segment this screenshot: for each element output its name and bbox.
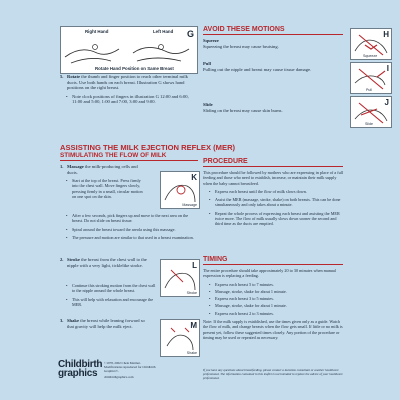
mer-step-2-bullet-1: • Continue this stroking motion from the chest wall to the nipple around the whole breast. xyxy=(66,283,156,294)
avoid-pull-text: Pulling out the nipple and breast may cause tissue damage. xyxy=(203,66,312,72)
mer-step-2-bullet-2: • This will help with relaxation and encourage the MER. xyxy=(66,297,156,308)
illustration-g-caption: Rotate Hand Position on Same Breast xyxy=(95,66,174,71)
timing-note: Note: If the milk supply is established, use the times given only as a guide. Watch the flow of milk, and change breasts when the flow gets small. If little or no milk is present yet, follow these suggested times closely. Any portion of the procedure or timing may be used or repeated as necessary. xyxy=(203,319,343,340)
avoid-slide-title: Slide xyxy=(203,102,213,107)
mer-step-1-bullet-3: • Spiral around the breast toward the areola using this massage. xyxy=(66,227,198,232)
timing-bullet-1: • Express each breast 5 to 7 minutes. xyxy=(209,282,343,287)
logo-line-1: Childbirth xyxy=(58,359,103,370)
illustration-j-letter: J xyxy=(384,98,389,107)
avoid-heading: AVOID THESE MOTIONS xyxy=(203,26,285,33)
mer-step-2-body: the breast from the chest wall to the nipple with a very light, ticklelike stroke. xyxy=(67,257,147,268)
procedure-intro: This procedure should be followed by mothers who are expressing in place of a full feeding and those who need to establish, increase, or maintain their milk supply when the baby cannot breastfeed. xyxy=(203,170,344,186)
step-5 xyxy=(60,74,198,105)
logo-line-2: graphics xyxy=(58,368,98,379)
mer-step-2-text xyxy=(60,257,150,268)
mer-step-1-number: 1. xyxy=(60,164,64,169)
avoid-slide-text: Sliding on the breast may cause skin burns. xyxy=(203,107,283,113)
avoid-squeeze-text: Squeezing the breast may cause bruising. xyxy=(203,43,279,49)
timing-body xyxy=(203,268,343,340)
timing-bullet-5: • Express each breast 2 to 3 minutes. xyxy=(209,311,343,316)
illustration-k-tag: Massage xyxy=(182,203,197,207)
mer-step-2-number: 2. xyxy=(60,257,64,262)
mer-heading: ASSISTING THE MILK EJECTION REFLEX (MER) xyxy=(60,143,236,152)
avoid-pull-title: Pull xyxy=(203,61,211,66)
timing-bullet-3: • Express each breast 3 to 5 minutes. xyxy=(209,296,343,301)
mer-step-3-number: 3. xyxy=(60,318,64,323)
procedure-bullet-1: • Express each breast until the flow of milk slows down. xyxy=(209,189,343,194)
right-hand-label: Right Hand xyxy=(85,29,109,34)
avoid-slide xyxy=(203,102,338,113)
timing-bullet-4: • Massage, stroke, shake for about 1 minute. xyxy=(209,303,343,308)
illustration-h xyxy=(350,28,392,60)
website-text: childbirthgraphics.com xyxy=(104,375,134,379)
step-5-bullet: • Note clock positions of fingers in illustration G 12:00 and 6:00, 11:00 and 5:00, 1:00 and 7:00, 3:00 and 9:00. xyxy=(66,94,198,105)
illustration-k-letter: K xyxy=(191,173,197,182)
mer-rule xyxy=(60,160,198,161)
mer-step-1-text xyxy=(60,164,142,175)
procedure-bullet-3: • Repeat the whole process of expressing each breast and assisting the MER twice more. The flow of milk usually slows down sooner the second and third time as the ducts are emptied. xyxy=(209,211,343,227)
mer-step-1-bullet-1: • Start at the top of the breast. Press firmly into the chest wall. Move fingers slowly, pressing firmly in a small, circular motion on one spot on the skin. xyxy=(66,178,146,199)
avoid-squeeze xyxy=(203,38,338,49)
illustration-l-tag: Stroke xyxy=(186,291,197,295)
mer-step-1-body: the milk-producing cells and ducts. xyxy=(67,164,138,175)
step-5-text xyxy=(60,74,198,91)
illustration-j-tag: Slide xyxy=(365,122,373,126)
illustration-m-letter: M xyxy=(190,321,197,330)
mer-step-2 xyxy=(60,257,150,268)
mer-step-2-bold: Stroke xyxy=(67,257,80,262)
illustration-m xyxy=(160,319,200,357)
mer-step-3-bold: Shake xyxy=(67,318,80,323)
illustration-i-letter: I xyxy=(386,64,389,73)
step-5-body: the thumb and finger position to reach other terminal milk ducts. Use both hands on each breast. Illustration G shows hand positions on the right breast. xyxy=(67,74,188,91)
illustration-g xyxy=(60,26,198,74)
mer-step-1-bullets-b xyxy=(66,213,198,240)
timing-bullet-2: • Massage, stroke, shake for about 1 minute. xyxy=(209,289,343,294)
copyright-block xyxy=(104,361,158,379)
illustration-i xyxy=(350,62,392,94)
illustration-l xyxy=(160,259,200,297)
mer-step-1-bullet-4: • The pressure and motion are similar to that used in a breast examination. xyxy=(66,235,198,240)
childbirth-graphics-logo xyxy=(58,360,102,378)
copyright-text: ©1978, 2002 Chele Marmet. Modifications reproduced for Childbirth Graphics®. xyxy=(104,361,156,373)
timing-rule xyxy=(203,264,343,265)
disclaimer: If you have any questions about breastfeeding, please contact a lactation consultant or another healthcare professional. The information contained in this leaflet is not intended to replace the advice of your healthcare professional. xyxy=(203,368,343,380)
procedure-heading: PROCEDURE xyxy=(203,158,248,165)
avoid-pull xyxy=(203,61,338,72)
mer-step-1-bold: Massage xyxy=(67,164,84,169)
mer-step-1 xyxy=(60,164,142,175)
avoid-rule xyxy=(203,34,343,35)
avoid-squeeze-title: Squeeze xyxy=(203,38,219,43)
step-5-number: 5. xyxy=(60,74,64,79)
illustration-j xyxy=(350,96,392,128)
mer-step-2-bullets xyxy=(66,283,156,307)
illustration-g-letter: G xyxy=(186,29,194,39)
mer-step-3-text xyxy=(60,318,152,329)
illustration-h-letter: H xyxy=(383,30,389,39)
timing-intro: The entire procedure should take approximately 20 to 30 minutes when manual expression is replacing a feeding. xyxy=(203,268,336,279)
mer-step-1-bullets xyxy=(66,178,146,199)
mer-step-3 xyxy=(60,318,152,329)
step-5-bold: Rotate xyxy=(67,74,81,79)
timing-heading: TIMING xyxy=(203,256,228,263)
illustration-h-tag: Squeeze xyxy=(363,54,378,58)
illustration-k xyxy=(160,171,200,209)
illustration-m-tag: Shake xyxy=(186,351,197,355)
illustration-i-tag: Pull xyxy=(366,88,372,92)
mer-subheading: STIMULATING THE FLOW OF MILK xyxy=(60,152,167,159)
procedure-bullet-2: • Assist the MER (massage, stroke, shake) on both breasts. This can be done simultaneously and only takes about a minute. xyxy=(209,197,343,208)
illustration-l-letter: L xyxy=(192,261,197,270)
procedure-rule xyxy=(203,166,343,167)
mer-step-1-bullet-2: • After a few seconds, pick fingers up and move to the next area on the breast. Do not slide on breast tissue. xyxy=(66,213,198,224)
mer-step-3-body: the breast while leaning forward so that gravity will help the milk eject. xyxy=(67,318,145,329)
procedure-body xyxy=(203,170,343,227)
left-hand-label: Left Hand xyxy=(153,29,174,34)
